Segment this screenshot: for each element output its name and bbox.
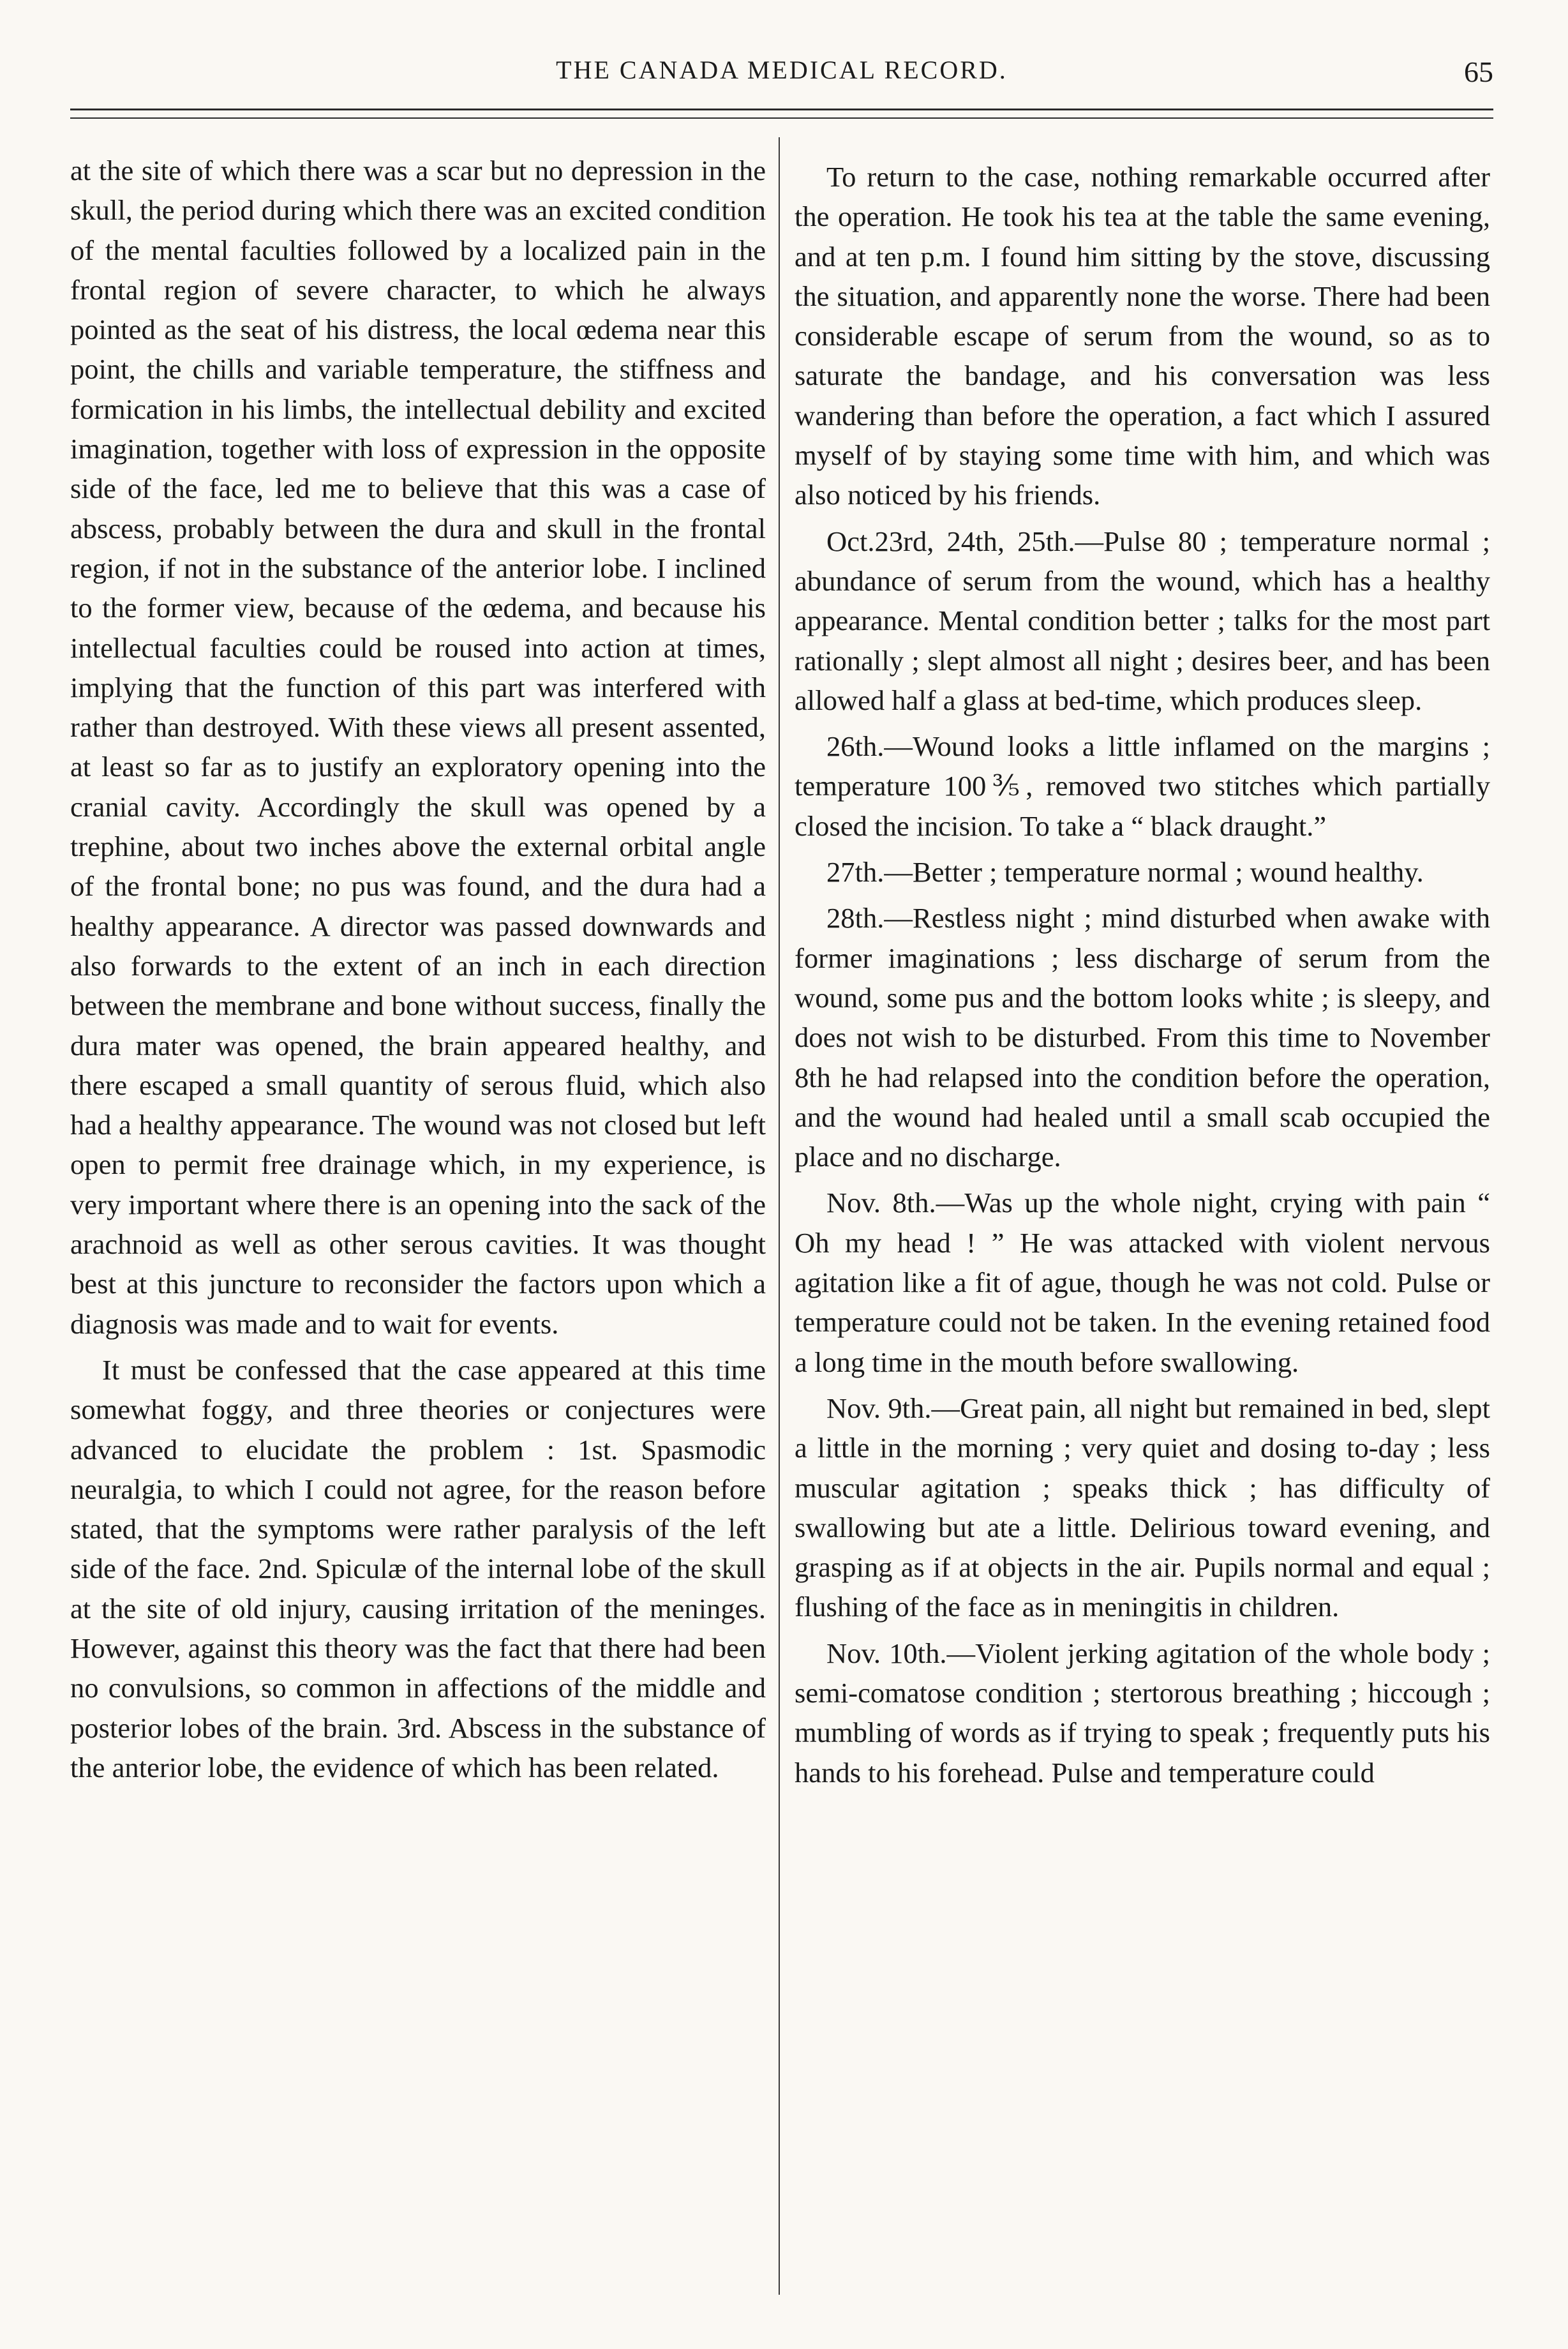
body-paragraph: It must be confessed that the case appeared at this time somewhat foggy, and three theories or conjectures were advanced to elucidate the problem : 1st. Spasmodic neuralgia, to which I could not agree, for the reason before stated, that the symptoms were rather paralysis of the left side of the face. 2nd. Spiculæ of the internal lobe of the skull at the site of old injury, causing irritation of the meninges. However, against this theory was the fact that there had been no convulsions, so common in affections of the middle and posterior lobes of the brain. 3rd. Abscess in the substance of the anterior lobe, the evidence of which has been related. <box>70 1353 766 1783</box>
body-paragraph: Nov. 8th.—Was up the whole night, crying with pain “ Oh my head ! ” He was attacked with violent nervous agitation like a fit of ague, though he was not cold. Pulse or temperature could not be taken. In the evening retained food a long time in the mouth before swallowing. <box>795 1187 1490 1378</box>
column-divider <box>779 137 780 2295</box>
body-paragraph: To return to the case, nothing remarkable occurred after the operation. He took his tea at the table the same evening, and at ten p.m. I found him sitting by the stove, discussing the situation, and apparently none the worse. There had been considerable escape of serum from the wound, so as to saturate the bandage, and his conversation was less wandering than before the operation, a fact which I assured myself of by staying some time with him, and which was also noticed by his friends. <box>795 161 1490 511</box>
header-rule-thin <box>70 117 1493 119</box>
body-paragraph: at the site of which there was a scar but no depression in the skull, the period during which there was an excited condition of the mental faculties followed by a localized pain in the frontal region of severe character, to which he always pointed as the seat of his distress, the local œdema near this point, the chills and variable temperature, the stiffness and formication in his limbs, the intellectual debility and excited imagination, together with loss of expression in the opposite side of the face, led me to believe that this was a case of abscess, probably between the dura and skull in the frontal region, if not in the substance of the anterior lobe. I inclined to the former view, because of the œdema, and because his intellectual faculties could be roused into action at times, implying that the function of this part was interfered with rather than destroyed. With these views all present assented, at least so far as to justify an exploratory opening into the cranial cavity. Accordingly the skull was opened by a trephine, about two inches above the external orbital angle of the frontal bone; no pus was found, and the dura had a healthy appearance. A director was passed downwards and also forwards to the extent of an inch in each direction between the membrane and bone without success, finally the dura mater was opened, the brain appeared healthy, and there escaped a small quantity of serous fluid, which also had a healthy appearance. The wound was not closed but left open to permit free drainage which, in my experience, is very important where there is an opening into the sack of the arachnoid as well as other serous cavities. It was thought best at this juncture to reconsider the factors upon which a diagnosis was made and to wait for events. <box>70 154 766 1340</box>
body-paragraph: Oct.23rd, 24th, 25th.—Pulse 80 ; temperature normal ; abundance of serum from the wound, which has a healthy appearance. Mental condition better ; talks for the most part rationally ; slept almost all night ; desires beer, and has been allowed half a glass at bed-time, which produces sleep. <box>795 525 1490 716</box>
body-paragraph: 27th.—Better ; temperature normal ; wound healthy. <box>826 856 1424 889</box>
page-header <box>70 55 1493 106</box>
body-paragraph: Nov. 10th.—Violent jerking agitation of the whole body ; semi-comatose condition ; stertorous breathing ; hiccough ; mumbling of words as if trying to speak ; frequently puts his hands to his forehead. Pulse and temperature could <box>795 1637 1490 1789</box>
body-paragraph: 28th.—Restless night ; mind disturbed when awake with former imaginations ; less discharge of serum from the wound, some pus and the bottom looks white ; is sleepy, and does not wish to be disturbed. From this time to November 8th he had relapsed into the condition before the operation, and the wound had healed until a small scab occupied the place and no discharge. <box>795 902 1490 1173</box>
body-paragraph: 26th.—Wound looks a little inflamed on the margins ; temperature 100⅗, removed two stitches which partially closed the incision. To take a “ black draught.” <box>795 730 1490 842</box>
right-column <box>795 151 1490 2283</box>
header-rule-thick <box>70 109 1493 110</box>
running-title: THE CANADA MEDICAL RECORD. <box>556 56 1008 84</box>
body-paragraph: Nov. 9th.—Great pain, all night but remained in bed, slept a little in the morning ; very quiet and dosing to-day ; less muscular agitation ; speaks thick ; has difficulty of swallowing but ate a little. Delirious toward evening, and grasping as if at objects in the air. Pupils normal and equal ; flushing of the face as in meningitis in children. <box>795 1392 1490 1623</box>
left-column <box>70 151 766 2283</box>
page-number: 65 <box>1464 56 1493 88</box>
